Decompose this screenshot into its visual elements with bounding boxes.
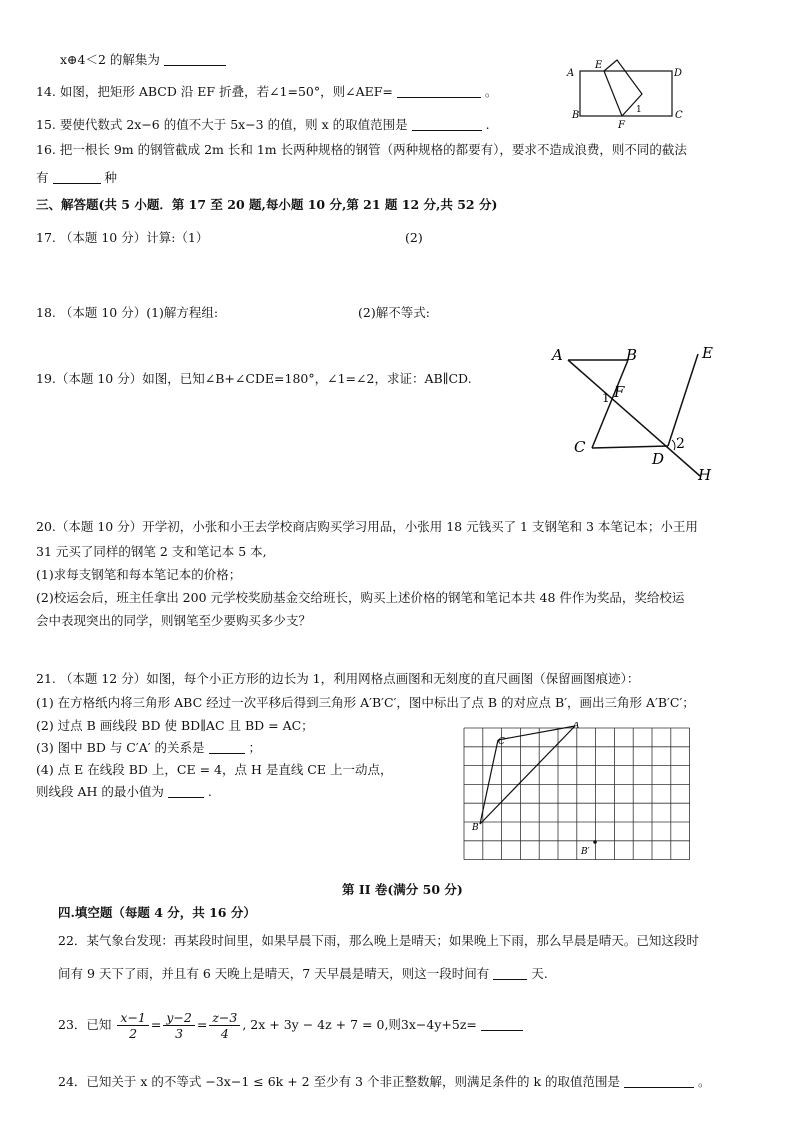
q15-answer-blank[interactable] <box>412 118 482 131</box>
fig21-label-b: B <box>472 823 479 833</box>
q22-answer-blank[interactable] <box>493 967 527 980</box>
fig21-label-a: A <box>573 722 580 731</box>
fig14-label-e: E <box>595 60 603 71</box>
fraction-2: $\frac{y-2}{3}$ <box>163 1010 195 1041</box>
grid-lines <box>464 728 690 860</box>
q24-line: 24．已知关于 x 的不等式 −3x−1 ≤ 6k + 2 至少有 3 个非正整数解，则满足条件的 k 的取值范围是 。 <box>58 1074 711 1089</box>
q21-line5: (4) 点 E 在线段 BD 上，CE = 4，点 H 是直线 CE 上一动点， <box>36 762 393 777</box>
fig14-label-b: B <box>572 110 580 121</box>
q15-line <box>36 117 490 133</box>
q22-line2: 间有 9 天下了雨，并且有 6 天晚上是晴天，7 天早晨是晴天，则这一段时间有 天. <box>58 966 548 981</box>
section4-heading: 四.填空题（每题 4 分，共 16 分） <box>58 905 256 920</box>
fig19-label-h: H <box>698 466 712 484</box>
fig19-label-a: A <box>552 346 563 364</box>
q14-end: 。 <box>484 84 498 99</box>
fig14-label-f: F <box>618 120 625 131</box>
q20-line2: 31 元买了同样的钢笔 2 支和笔记本 5 本, <box>36 544 267 559</box>
section3-heading: 三、解答题(共 5 小题．第 17 至 20 题,每小题 10 分,第 21 题 12 分,共 52 分) <box>36 197 498 212</box>
part2-title: 第 II 卷(满分 50 分) <box>342 882 463 897</box>
fig19-angle1-label: 1 <box>602 391 610 405</box>
fig19-label-c: C <box>574 438 586 456</box>
q13-tail <box>60 52 226 68</box>
q22-line1: 22．某气象台发现：再某段时间里，如果早晨下雨，那么晚上是晴天；如果晚上下雨，那么早晨是晴天。已知这段时 <box>58 933 699 948</box>
q24-answer-blank[interactable] <box>624 1075 694 1088</box>
q16-line2: 有 种 <box>36 170 117 185</box>
q21-line2: (1) 在方格纸内将三角形 ABC 经过一次平移后得到三角形 A′B′C′，图中标出了点 B 的对应点 B′，画出三角形 A′B′C′； <box>36 695 695 710</box>
fig19-label-e: E <box>702 344 713 362</box>
q23-answer-blank[interactable] <box>481 1018 523 1031</box>
q15-text: 15. 要使代数式 2x−6 的值不大于 5x−3 的值，则 x 的取值范围是 <box>36 117 408 132</box>
figure-q14 <box>560 56 690 132</box>
q21-line1: 21. （本题 12 分）如图，每个小正方形的边长为 1，利用网格点画图和无刻度的直尺画图（保留画图痕迹）： <box>36 671 640 686</box>
fig19-label-f: F <box>614 383 625 401</box>
q20-line5: 会中表现突出的同学，则钢笔至少要购买多少支？ <box>36 613 312 628</box>
q13-text: x⊕4＜2 的解集为 <box>60 52 160 67</box>
fig21-label-b-prime: B′ <box>581 847 590 857</box>
fig14-angle-label: 1 <box>636 105 642 115</box>
q14-text: 14. 如图，把矩形 ABCD 沿 EF 折叠，若∠1=50°，则∠AEF= <box>36 84 393 99</box>
fig19-label-b: B <box>626 346 638 364</box>
fraction-1: $\frac{x-1}{2}$ <box>117 1010 148 1041</box>
q17-part2: (2) <box>405 230 423 245</box>
fig14-label-d: D <box>674 68 683 79</box>
figure-q19 <box>540 340 740 488</box>
q23-line: 23．已知 $\frac{x-1}{2}$ = $\frac{y-2}{3}$ = $\frac{z-3}{4}$ , 2x + 3y − 4z + 7 = 0,则3x−4y+5z= <box>58 1008 523 1042</box>
q21-line6: 则线段 AH 的最小值为 . <box>36 784 212 799</box>
q18-part2: (2)解不等式: <box>358 305 430 320</box>
fraction-3: $\frac{z-3}{4}$ <box>209 1010 240 1041</box>
fig14-label-c: C <box>675 110 683 121</box>
fig19-label-d: D <box>652 450 665 468</box>
q14-answer-blank[interactable] <box>397 85 481 98</box>
q17-line: 17. （本题 10 分）计算:（1） <box>36 230 209 245</box>
q20-line4: (2)校运会后，班主任拿出 200 元学校奖励基金交给班长，购买上述价格的钢笔和笔记本共 48 件作为奖品，奖给校运 <box>36 590 685 605</box>
q20-line3: (1)求每支钢笔和每本笔记本的价格； <box>36 567 242 582</box>
q13-answer-blank[interactable] <box>164 53 226 66</box>
q18-line: 18. （本题 10 分）(1)解方程组: <box>36 305 219 320</box>
fig19-angle2-label: 2 <box>676 436 685 452</box>
q21-line4: (3) 图中 BD 与 C′A′ 的关系是 ； <box>36 740 262 755</box>
fig21-label-c: C <box>498 737 505 747</box>
q19-line: 19.（本题 10 分）如图，已知∠B+∠CDE=180°，∠1=∠2，求证：AB∥CD. <box>36 371 472 386</box>
q14-line <box>36 84 497 100</box>
point-b-prime <box>593 840 597 844</box>
q21-3-answer-blank[interactable] <box>209 741 245 754</box>
q16-line1: 16. 把一根长 9m 的钢管截成 2m 长和 1m 长两种规格的钢管（两种规格的都要有），要求不造成浪费，则不同的截法 <box>36 142 687 157</box>
q16-answer-blank[interactable] <box>53 171 101 184</box>
figure-q21-grid <box>458 722 692 868</box>
q15-end: . <box>485 117 490 132</box>
fig14-label-a: A <box>567 68 575 79</box>
q20-line1: 20.（本题 10 分）开学初，小张和小王去学校商店购买学习用品，小张用 18 元钱买了 1 支钢笔和 3 本笔记本；小王用 <box>36 519 698 534</box>
q21-line3: (2) 过点 B 画线段 BD 使 BD∥AC 且 BD = AC； <box>36 718 314 733</box>
q21-4-answer-blank[interactable] <box>168 785 204 798</box>
